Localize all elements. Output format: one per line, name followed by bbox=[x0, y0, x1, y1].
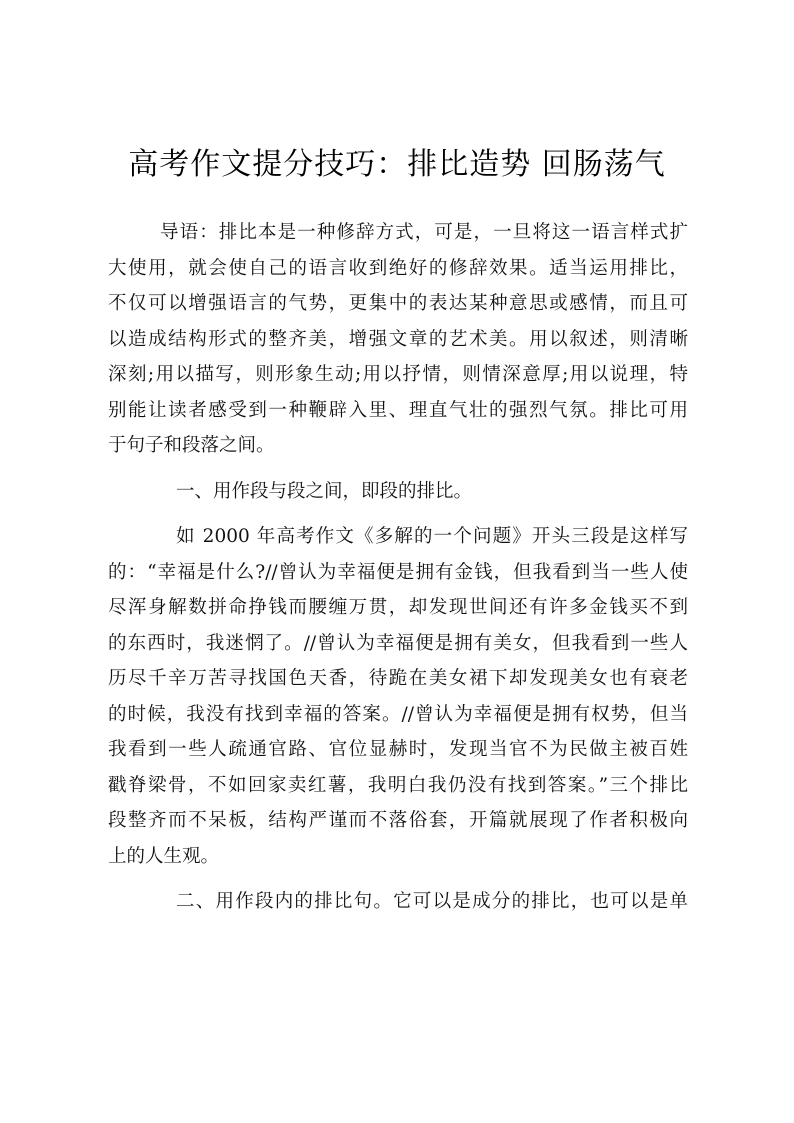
body-line: 戳脊梁骨，不如回家卖红薯，我明白我仍没有找到答案。”三个排比 bbox=[108, 775, 688, 796]
body-line: 如 2000 年高考作文《多解的一个问题》开头三段是这样写 bbox=[176, 526, 688, 547]
section-heading-1: 一、用作段与段之间，即段的排比。 bbox=[176, 481, 473, 502]
body-line: 上的人生观。 bbox=[108, 846, 220, 867]
body-line: 于句子和段落之间。 bbox=[108, 435, 275, 456]
body-line: 别能让读者感受到一种鞭辟入里、理直气壮的强烈气氛。排比可用 bbox=[108, 400, 688, 421]
section-heading-2: 二、用作段内的排比句。它可以是成分的排比，也可以是单 bbox=[176, 891, 688, 912]
body-line: 我看到一些人疏通官路、官位显赫时，发现当官不为民做主被百姓 bbox=[108, 739, 688, 760]
body-line: 历尽千辛万苦寻找国色天香，待跪在美女裙下却发现美女也有衰老 bbox=[108, 668, 688, 689]
body-line: 不仅可以增强语言的气势，更集中的表达某种意思或感情，而且可 bbox=[108, 293, 688, 314]
body-line: 大使用，就会使自己的语言收到绝好的修辞效果。适当运用排比， bbox=[108, 258, 688, 279]
body-line: 的时候，我没有找到幸福的答案。//曾认为幸福便是拥有权势，但当 bbox=[108, 704, 688, 725]
document-title: 高考作文提分技巧：排比造势 回肠荡气 bbox=[128, 147, 666, 182]
body-line: 尽浑身解数拼命挣钱而腰缠万贯，却发现世间还有许多金钱买不到 bbox=[108, 597, 688, 618]
body-line: 导语：排比本是一种修辞方式，可是，一旦将这一语言样式扩 bbox=[160, 222, 688, 243]
body-line: 的：“幸福是什么?//曾认为幸福便是拥有金钱，但我看到当一些人使 bbox=[108, 562, 688, 583]
body-line: 段整齐而不呆板，结构严谨而不落俗套，开篇就展现了作者积极向 bbox=[108, 810, 688, 831]
body-line: 深刻;用以描写，则形象生动;用以抒情，则情深意厚;用以说理，特 bbox=[108, 364, 688, 385]
body-line: 以造成结构形式的整齐美，增强文章的艺术美。用以叙述，则清晰 bbox=[108, 329, 688, 350]
body-line: 的东西时，我迷惘了。//曾认为幸福便是拥有美女，但我看到一些人 bbox=[108, 633, 688, 654]
